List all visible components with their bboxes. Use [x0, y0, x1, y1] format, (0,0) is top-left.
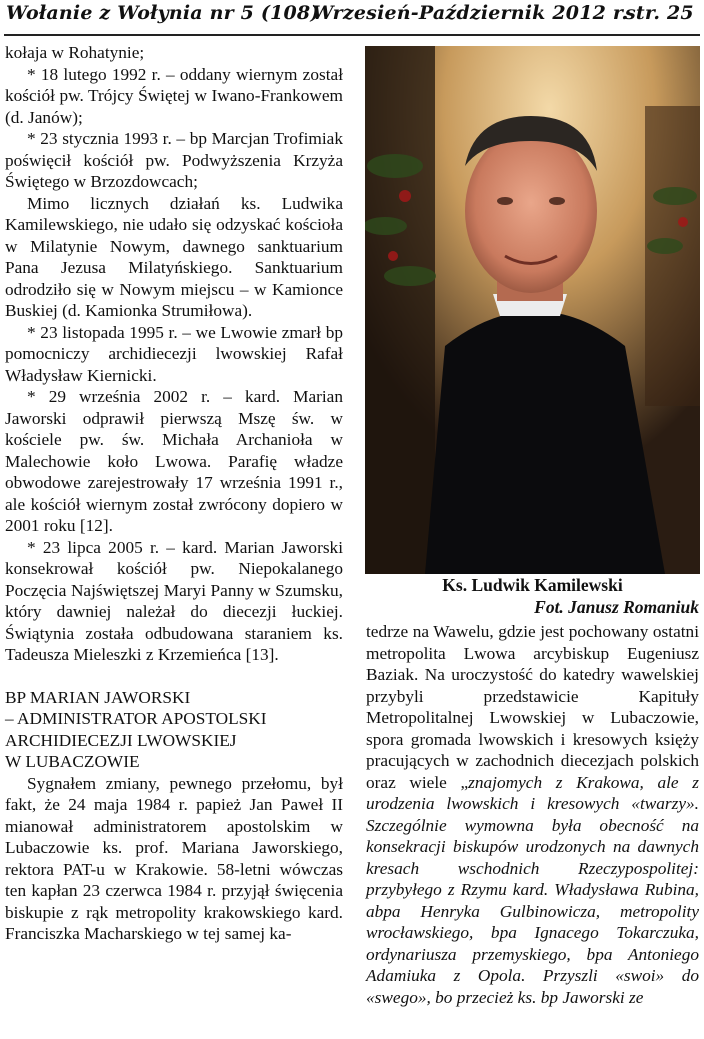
paragraph: * 18 lutego 1992 r. – oddany wiernym został kościół pw. Trójcy Świętej w Iwano-Frankowem (d. Janów); — [5, 64, 343, 127]
right-column — [366, 621, 699, 1008]
page-number: str. 25 — [625, 2, 694, 24]
section-heading-line: W LUBACZOWIE — [5, 752, 140, 771]
photo-caption-name: Ks. Ludwik Kamilewski — [442, 575, 623, 595]
portrait-photo — [365, 46, 700, 574]
paragraph: Sygnałem zmiany, pewnego przełomu, był fakt, że 24 maja 1984 r. papież Jan Paweł II mianował administratorem apostolskim w Lubaczowie ks. prof. Mariana Jaworskiego, rektora PAT-u w Krakowie. 58-letni wówczas ten kapłan 23 czerwca 1984 r. przyjął święcenia biskupie z rąk metropolity krakowskiego kard. Franciszka Macharskiego w tej samej ka- — [5, 773, 343, 943]
paragraph: kołaja w Rohatynie; — [5, 43, 145, 62]
section-heading-line: ARCHIDIECEZJI LWOWSKIEJ — [5, 730, 237, 750]
section-heading-line: BP MARIAN JAWORSKI — [5, 687, 191, 707]
italic-quote: znajomych z Krakowa, ale z urodzenia lwowskich i kresowych «twarzy». Szczególnie wymowna była obecność na konsekracji biskupów urodzonych na dawnych kresach wschodnich Rzeczypospolitej: przybyłego z Rzymu kard. Władysława Rubina, abpa Henryka Gulbinowicza, metropolity wrocławskiego, bpa Ignacego Tokarczuka, ordynariusza przemyskiego, bpa Antoniego Adamiuka z Opola. Przyszli «swoi» do «swego», bo przecież ks. bp Jaworski ze — [366, 772, 699, 1007]
portrait-illustration — [365, 46, 700, 574]
paragraph: * 23 stycznia 1993 r. – bp Marcjan Trofimiak poświęcił kościół pw. Podwyższenia Krzyża Świętego w Brzozdowcach; — [5, 129, 343, 191]
photo-caption-credit: Fot. Janusz Romaniuk — [534, 597, 699, 617]
paragraph: * 23 lipca 2005 r. – kard. Marian Jaworski konsekrował kościół pw. Niepokalanego Poczęcia Najświętszej Maryi Panny w Szumsku, który dawniej należał do diecezji łuckiej. Świątynia została odbudowana staraniem ks. Tadeusza Mieleszki z Krzemieńca [13]. — [5, 537, 343, 664]
issue-date: Wrzesień-Październik 2012 r. — [312, 2, 629, 24]
paragraph: * 29 września 2002 r. – kard. Marian Jaworski odprawił pierwszą Mszę św. w kościele pw. św. Michała Archanioła w Malechowie koło Lwowa. Parafię władze obwodowe zarejestrowały 17 września 1991 r., ale kościół wiernym został zwrócony dopiero w 2001 roku [12]. — [5, 387, 343, 535]
header-rule — [4, 34, 700, 36]
left-column — [5, 42, 343, 945]
paragraph: Mimo licznych działań ks. Ludwika Kamilewskiego, nie udało się odzyskać kościoła w Milatynie Nowym, dawnego sanktuarium Pana Jezusa Milatyńskiego. Sanktuarium odrodziło się w Nowym miejscu – w Kamionce Buskiej (d. Kamionka Strumiłowa). — [5, 193, 343, 320]
paragraph — [366, 621, 699, 1008]
journal-issue: Wołanie z Wołynia nr 5 (108) — [6, 2, 320, 24]
page-header — [0, 0, 704, 33]
section-heading-line: – ADMINISTRATOR APOSTOLSKI — [5, 709, 267, 728]
paragraph-text: tedrze na Wawelu, gdzie jest pochowany ostatni metropolita Lwowa arcybiskup Eugeniusz Baziak. Na uroczystość do katedry wawelskiej przybyli przedstawicie Kapituły Metropolitalnej Lwowskiej w Lubaczowie, spora gromada lwowskich i kresowych księży pracujących w zachodnich diecezjach polskich oraz wiele „ — [366, 622, 699, 792]
paragraph: * 23 listopada 1995 r. – we Lwowie zmarł bp pomocniczy archidiecezji lwowskiej Rafał Władysław Kiernicki. — [5, 322, 343, 385]
